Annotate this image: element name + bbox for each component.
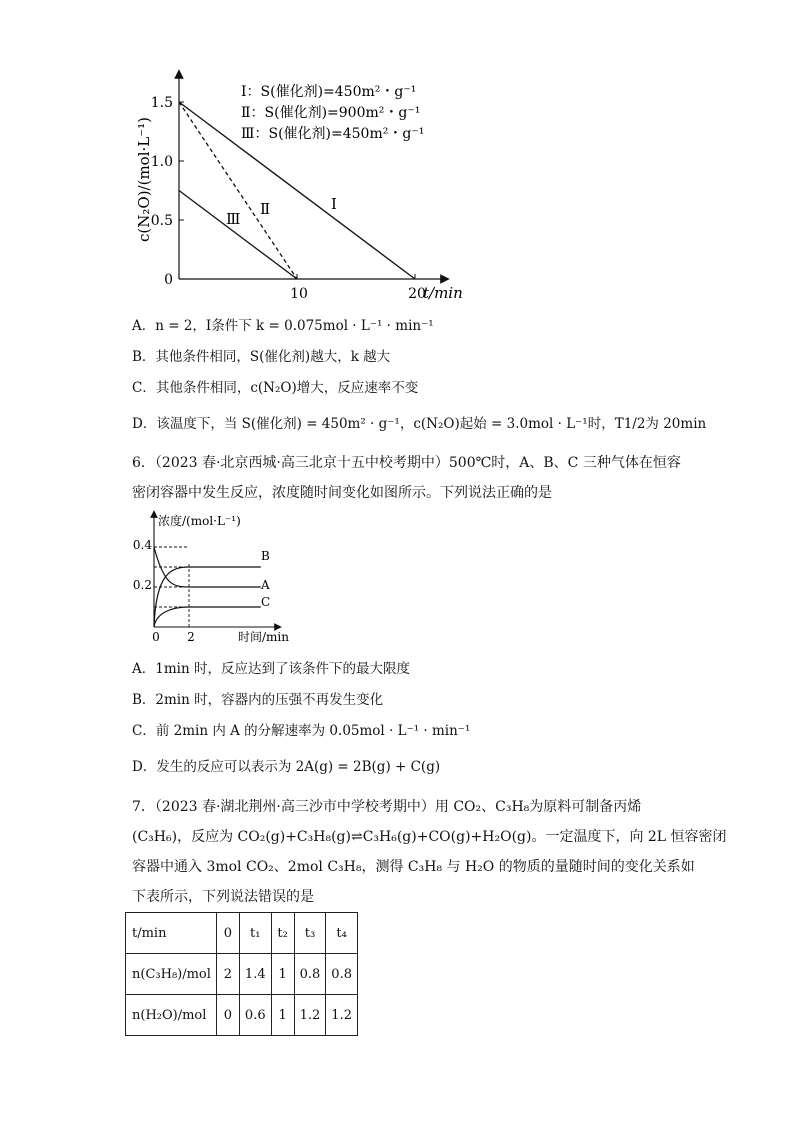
q6-option-b: B．2min 时，容器内的压强不再发生变化: [132, 692, 384, 708]
table-cell: t₁: [239, 913, 271, 954]
series-label-a: A: [261, 578, 270, 592]
x-tick-label: 10: [290, 286, 308, 302]
table-row: [126, 995, 358, 1036]
y-tick-label: 0.4: [132, 538, 152, 552]
series-curve-c: [154, 607, 261, 627]
y-tick-label: 0: [164, 272, 173, 288]
y-tick-label: 1.5: [150, 95, 173, 111]
table-cell: 1: [271, 954, 294, 995]
series-curve-b: [154, 567, 261, 627]
y-tick-label: 0.2: [132, 578, 152, 592]
table-cell: t₃: [294, 913, 326, 954]
series-label-b: B: [261, 549, 270, 563]
q5-option-b: B．其他条件相同，S(催化剂)越大，k 越大: [132, 349, 391, 365]
q7-stem-line: (C₃H₆)，反应为 CO₂(g)+C₃H₈(g)⇌C₃H₆(g)+CO(g)+H₂O(g)。一定温度下，向 2L 恒容密闭: [132, 829, 727, 845]
q7-stem-line: 7．（2023 春·湖北荆州·高三沙市中学校考期中）用 CO₂、C₃H₈为原料可制备丙烯: [132, 799, 642, 815]
table-cell: 2: [216, 954, 239, 995]
table-cell: 1.2: [326, 995, 358, 1036]
q6-stem-line: 6．（2023 春·北京西城·高三北京十五中校考期中）500℃时，A、B、C 三种气体在恒容: [132, 455, 681, 471]
y-tick-label: 1.0: [150, 154, 173, 170]
table-cell: n(H₂O)/mol: [126, 995, 217, 1036]
legend-item-3: Ⅲ：S(催化剂)=450m²・g⁻¹: [241, 126, 425, 142]
series-label-c: C: [261, 595, 271, 609]
table-cell: 0.8: [326, 954, 358, 995]
table-cell: 0.8: [294, 954, 326, 995]
series-label-ii: Ⅱ: [260, 200, 271, 218]
x-tick-label: 2: [187, 630, 195, 644]
q5-option-a: A．n = 2，Ⅰ条件下 k = 0.075mol · L⁻¹ · min⁻¹: [132, 318, 434, 334]
table-cell: 0.6: [239, 995, 271, 1036]
table-cell: 1.4: [239, 954, 271, 995]
table-cell: 0: [216, 995, 239, 1036]
q5-option-c: C．其他条件相同，c(N₂O)增大，反应速率不变: [132, 380, 419, 396]
series-line-iii: [179, 191, 297, 280]
q6-stem-line: 密闭容器中发生反应，浓度随时间变化如图所示。下列说法正确的是: [132, 485, 552, 501]
q7-stem: [132, 792, 727, 912]
q7-data-table: [125, 912, 358, 1036]
series-label-i: Ⅰ: [331, 195, 337, 213]
q6-option-a: A．1min 时，反应达到了该条件下的最大限度: [132, 661, 410, 677]
table-cell: 1.2: [294, 995, 326, 1036]
y-tick-label: 0.5: [150, 213, 173, 229]
q5-option-d: D．该温度下，当 S(催化剂) = 450m² · g⁻¹，c(N₂O)起始 = 3.0mol · L⁻¹时，T1/2为 20min: [132, 416, 707, 432]
legend-item-2: Ⅱ：S(催化剂)=900m²・g⁻¹: [241, 105, 421, 121]
table-row: [126, 913, 358, 954]
q7-stem-line: 下表所示，下列说法错误的是: [132, 889, 314, 905]
legend-item-1: Ⅰ：S(催化剂)=450m²・g⁻¹: [241, 84, 417, 100]
q6-stem: [132, 448, 681, 508]
x-axis-label: 时间/min: [238, 630, 289, 644]
table-cell: 0: [216, 913, 239, 954]
table-cell: n(C₃H₈)/mol: [126, 954, 217, 995]
y-axis-label: 浓度/(mol·L⁻¹): [158, 514, 241, 528]
series-label-iii: Ⅲ: [226, 210, 241, 228]
q7-stem-line: 容器中通入 3mol CO₂、2mol C₃H₈，测得 C₃H₈ 与 H₂O 的物质的量随时间的变化关系如: [132, 859, 695, 875]
q6-option-c: C．前 2min 内 A 的分解速率为 0.05mol · L⁻¹ · min⁻¹: [132, 723, 471, 739]
table-cell: 1: [271, 995, 294, 1036]
x-axis-label: t/min: [423, 284, 463, 302]
chart-n2o-concentration: [125, 62, 485, 307]
table-cell: t₄: [326, 913, 358, 954]
chart-abc-concentration: [128, 508, 308, 648]
x-tick-label: 0: [152, 630, 160, 644]
y-axis-label: c(N₂O)/(mol·L⁻¹): [135, 116, 153, 242]
x-tick-label: 20: [408, 286, 426, 302]
table-cell: t/min: [126, 913, 217, 954]
table-row: [126, 954, 358, 995]
table-cell: t₂: [271, 913, 294, 954]
q6-option-d: D．发生的反应可以表示为 2A(g) = 2B(g) + C(g): [132, 759, 441, 775]
